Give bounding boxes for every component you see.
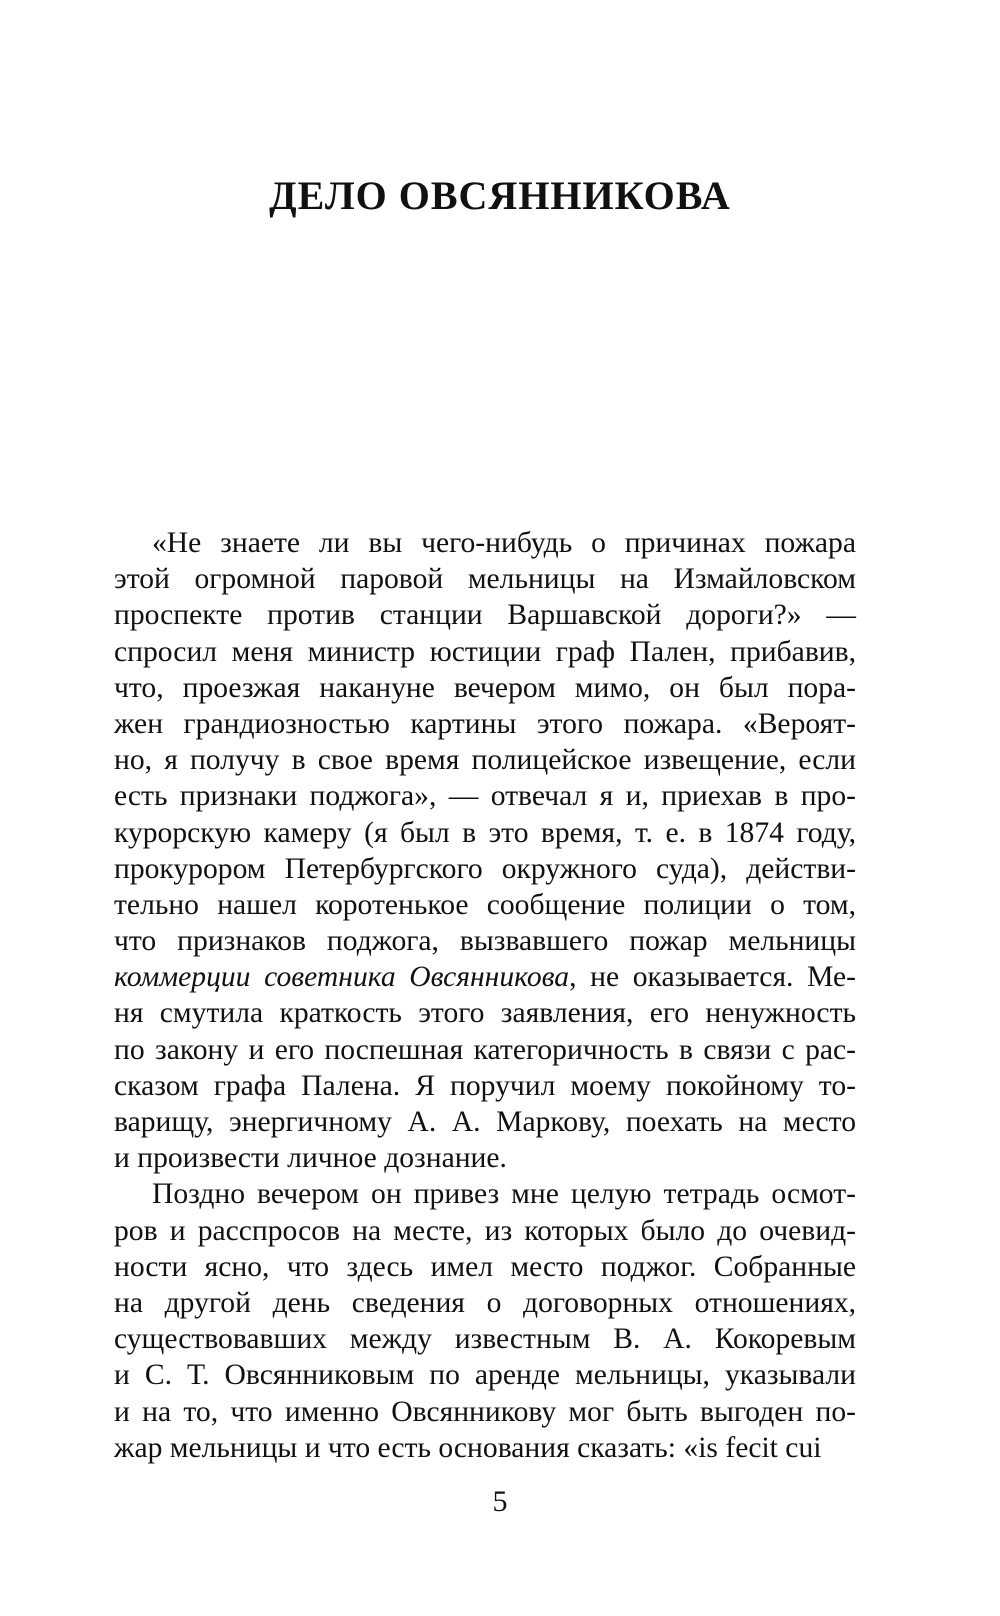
text-run: на другой день сведения о договорных отношениях, xyxy=(114,1286,856,1319)
text-run: тельно нашел коротенькое сообщение полиции о том, xyxy=(114,888,856,921)
text-line xyxy=(114,1321,856,1357)
text-line xyxy=(114,670,856,706)
text-run: проспекте против станции Варшавской дороги?» — xyxy=(114,599,856,632)
text-run: жар мельницы и что есть основания сказать: «is fecit cui xyxy=(114,1431,822,1464)
text-line xyxy=(114,1357,856,1393)
text-run: и С. Т. Овсянниковым по аренде мельницы, указывали xyxy=(114,1359,856,1392)
text-run: жен грандиозностью картины этого пожара. «Вероят- xyxy=(114,707,856,740)
text-run: Поздно вечером он привез мне целую тетрадь осмот- xyxy=(152,1178,856,1211)
text-line xyxy=(114,995,856,1031)
text-line xyxy=(114,815,856,851)
text-run: «Не знаете ли вы чего-нибудь о причинах пожара xyxy=(152,527,856,559)
paragraph xyxy=(114,1176,856,1466)
paragraph xyxy=(114,525,856,1176)
text-run: этой огромной паровой мельницы на Измайловском xyxy=(114,563,856,596)
text-run: и на то, что именно Овсянникову мог быть выгоден по- xyxy=(114,1395,856,1428)
page-title: ДЕЛО ОВСЯННИКОВА xyxy=(269,173,731,218)
text-line xyxy=(114,1140,856,1176)
text-run: что признаков поджога, вызвавшего пожар мельницы xyxy=(114,925,856,958)
text-line xyxy=(114,1176,856,1212)
text-line xyxy=(114,561,856,597)
text-run: есть признаки поджога», — отвечал я и, приехав в про- xyxy=(114,780,856,813)
text-line xyxy=(114,1430,856,1466)
text-run: , не оказывается. Ме- xyxy=(569,961,856,994)
text-line xyxy=(114,525,856,561)
text-line xyxy=(114,1104,856,1140)
text-line xyxy=(114,887,856,923)
text-line xyxy=(114,597,856,633)
text-run: варищу, энергичному А. А. Маркову, поехать на место xyxy=(114,1106,856,1138)
text-line xyxy=(114,1032,856,1068)
body-text xyxy=(114,525,856,1466)
text-line xyxy=(114,1285,856,1321)
text-run: спросил меня министр юстиции граф Пален, прибавив, xyxy=(114,635,856,668)
text-run: ности ясно, что здесь имел место поджог. Собранные xyxy=(114,1250,856,1283)
text-line xyxy=(114,1394,856,1430)
text-run: ров и расспросов на месте, из которых было до очевид- xyxy=(114,1214,856,1247)
text-run: курорскую камеру (я был в это время, т. е. в 1874 году, xyxy=(114,816,856,849)
text-line xyxy=(114,742,856,778)
text-line xyxy=(114,634,856,670)
text-line xyxy=(114,923,856,959)
text-run: сказом графа Палена. Я поручил моему покойному то- xyxy=(114,1069,856,1102)
text-line xyxy=(114,1068,856,1104)
text-line xyxy=(114,778,856,814)
text-line xyxy=(114,1213,856,1249)
text-run: и произвести личное дознание. xyxy=(114,1142,507,1175)
text-run: ня смутила краткость этого заявления, его ненужность xyxy=(114,997,856,1030)
text-run: существовавших между известным В. А. Кокоревым xyxy=(114,1323,856,1356)
text-line xyxy=(114,1249,856,1285)
text-run: но, я получу в свое время полицейское извещение, если xyxy=(114,744,856,777)
text-line xyxy=(114,851,856,887)
text-line xyxy=(114,959,856,995)
text-run: что, проезжая накануне вечером мимо, он был пора- xyxy=(114,671,856,704)
text-run: прокурором Петербургского окружного суда), действи- xyxy=(114,852,856,885)
italic-text-run: коммерции советника Овсянникова xyxy=(114,961,570,994)
page-number: 5 xyxy=(492,1485,508,1518)
text-run: по закону и его поспешная категоричность в связи с рас- xyxy=(114,1033,856,1066)
text-line xyxy=(114,706,856,742)
